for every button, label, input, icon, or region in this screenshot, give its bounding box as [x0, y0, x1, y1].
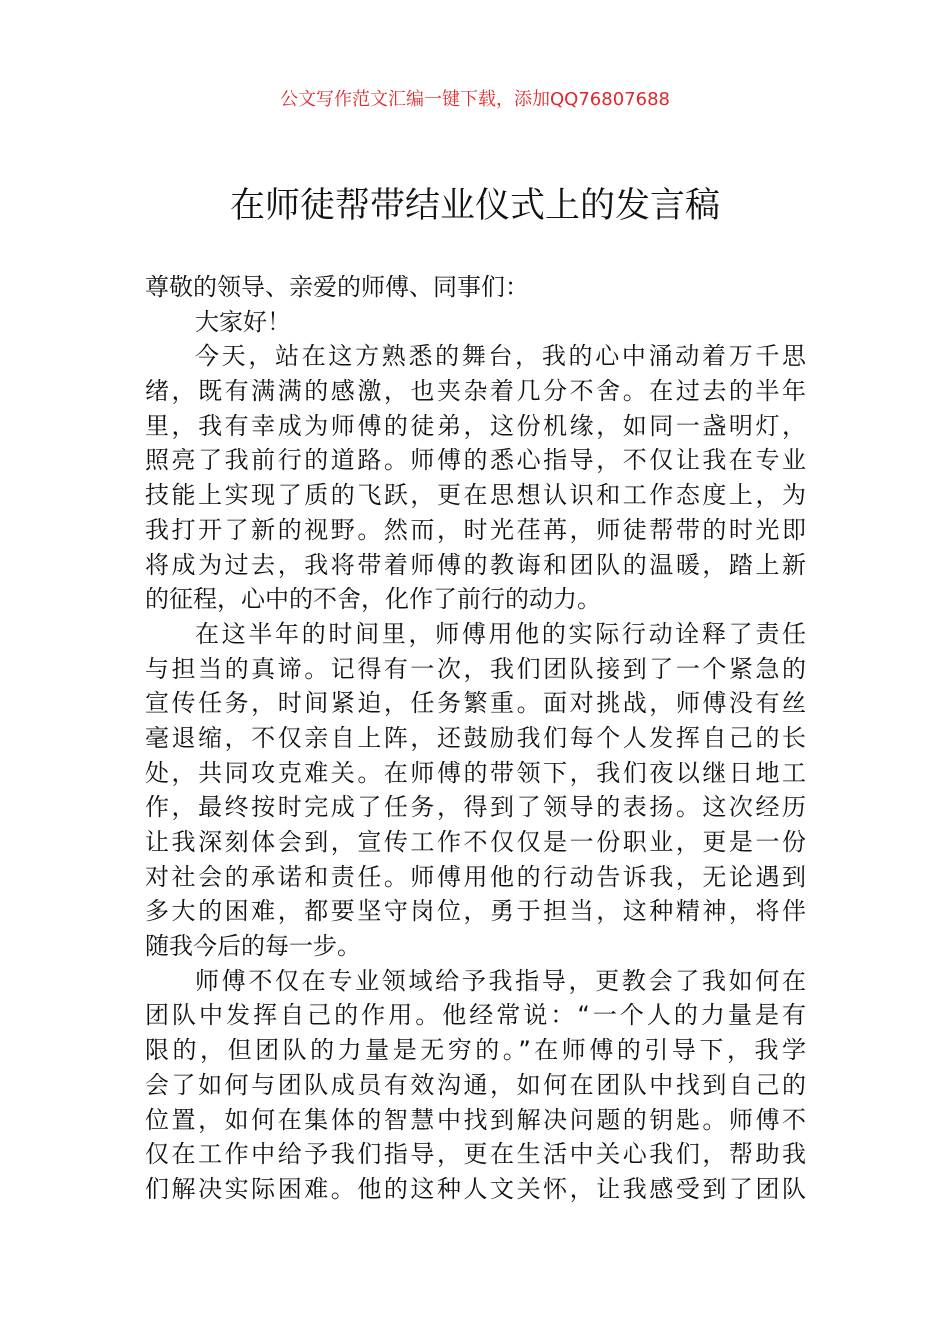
text-line: 尊敬的领导、亲爱的师傅、同事们： [145, 273, 529, 301]
text-line: 对社会的承诺和责任。师傅用他的行动告诉我，无论遇到 [145, 862, 806, 891]
text-line: 限的，但团队的力量是无穷的。”在师傅的引导下，我学 [145, 1036, 806, 1065]
text-line: 师傅不仅在专业领域给予我指导，更教会了我如何在 [195, 966, 806, 995]
text-line: 们解决实际困难。他的这种人文关怀，让我感受到了团队 [145, 1174, 806, 1203]
text-line: 让我深刻体会到，宣传工作不仅仅是一份职业，更是一份 [145, 828, 806, 856]
text-line: 毫退缩，不仅亲自上阵，还鼓励我们每个人发挥自己的长 [145, 723, 806, 752]
text-line: 团队中发挥自己的作用。他经常说：“一个人的力量是有 [145, 1001, 806, 1030]
text-line: 作，最终按时完成了任务，得到了领导的表扬。这次经历 [145, 793, 806, 822]
text-line: 我打开了新的视野。然而，时光荏苒，师徒帮带的时光即 [145, 515, 806, 544]
text-line: 将成为过去，我将带着师傅的教诲和团队的温暖，踏上新 [145, 550, 806, 579]
text-line: 处，共同攻克难关。在师傅的带领下，我们夜以继日地工 [145, 758, 806, 787]
text-line: 位置，如何在集体的智慧中找到解决问题的钥匙。师傅不 [145, 1105, 806, 1134]
text-line: 今天，站在这方熟悉的舞台，我的心中涌动着万千思 [195, 342, 806, 371]
document-title: 在师徒帮带结业仪式上的发言稿 [229, 186, 720, 226]
text-line: 绪，既有满满的感激，也夹杂着几分不舍。在过去的半年 [145, 377, 806, 406]
document-body [145, 270, 806, 1207]
text-line: 大家好！ [195, 307, 291, 336]
text-line: 会了如何与团队成员有效沟通，如何在团队中找到自己的 [145, 1070, 806, 1099]
text-line: 随我今后的每一步。 [145, 932, 361, 961]
text-line: 与担当的真谛。记得有一次，我们团队接到了一个紧急的 [145, 654, 806, 683]
text-line: 技能上实现了质的飞跃，更在思想认识和工作态度上，为 [145, 481, 806, 510]
text-line: 里，我有幸成为师傅的徒弟，这份机缘，如同一盏明灯， [145, 411, 806, 440]
text-line: 照亮了我前行的道路。师傅的悉心指导，不仅让我在专业 [145, 446, 806, 475]
text-line: 多大的困难，都要坚守岗位，勇于担当，这种精神，将伴 [145, 897, 806, 926]
promo-header: 公文写作范文汇编一键下载，添加QQ76807688 [280, 89, 670, 110]
text-line: 的征程，心中的不舍，化作了前行的动力。 [145, 585, 601, 614]
text-line: 宣传任务，时间紧迫，任务繁重。面对挑战，师傅没有丝 [145, 689, 806, 718]
text-line: 在这半年的时间里，师傅用他的实际行动诠释了责任 [195, 619, 806, 648]
text-line: 仅在工作中给予我们指导，更在生活中关心我们，帮助我 [145, 1140, 806, 1169]
